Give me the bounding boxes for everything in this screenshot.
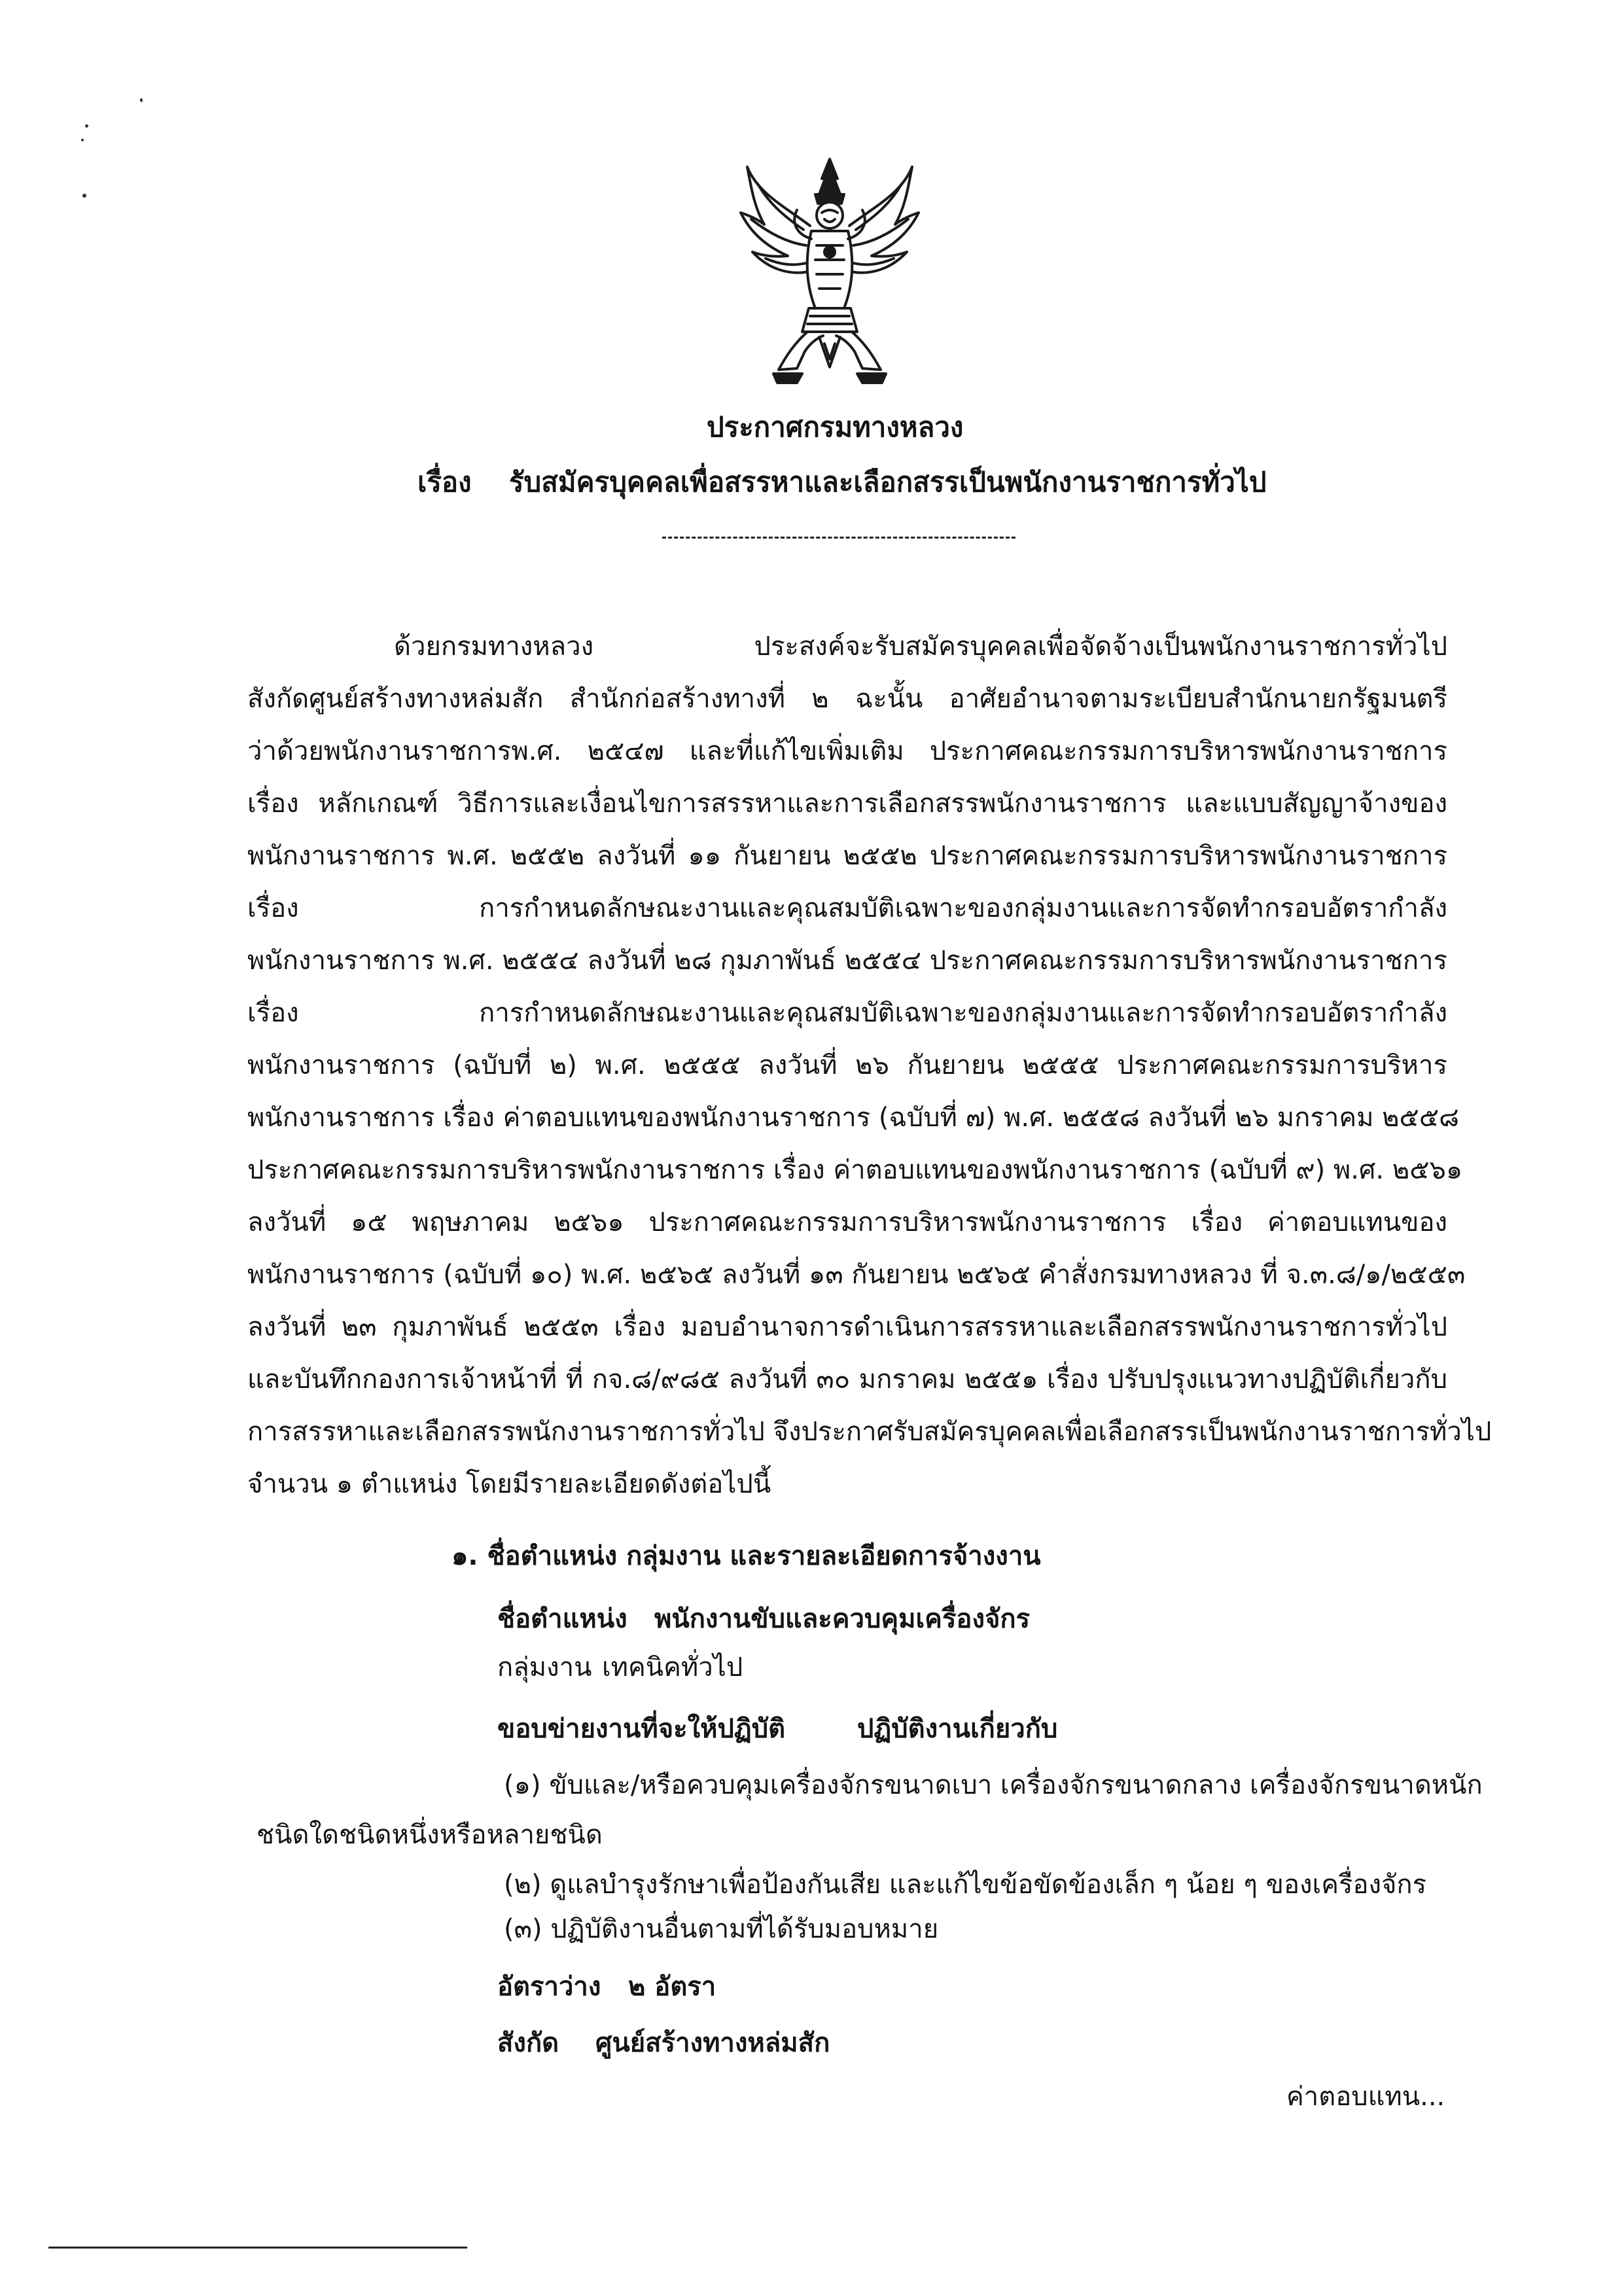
subject-label: เรื่อง — [417, 466, 472, 498]
scope-label: ขอบข่ายงานที่จะให้ปฏิบัติ — [497, 1714, 786, 1744]
body-line: พนักงานราชการ (ฉบับที่ ๑๐) พ.ศ. ๒๕๖๕ ลงวันที่ ๑๓ กันยายน ๒๕๖๕ คำสั่งกรมทางหลวง ที่ จ.๓.๘/๑/๒๕๕๓ — [247, 1260, 1466, 1290]
body-line: พนักงานราชการ พ.ศ. ๒๕๕๔ ลงวันที่ ๒๘ กุมภาพันธ์ ๒๕๕๔ ประกาศคณะกรรมการบริหารพนักงานราชการ — [247, 946, 1447, 976]
agency-heading: ประกาศกรมทางหลวง — [707, 411, 964, 443]
affiliation-value: ศูนย์สร้างทางหล่มสัก — [595, 2028, 830, 2058]
body-line: ลงวันที่ ๒๓ กุมภาพันธ์ ๒๕๕๓ เรื่อง มอบอำนาจการดำเนินการสรรหาและเลือกสรรพนักงานราชการทั่วไป — [247, 1312, 1447, 1342]
position-label: ชื่อตำแหน่ง — [497, 1604, 627, 1634]
heading-separator — [662, 537, 1015, 539]
vacancy-label: อัตราว่าง — [497, 1972, 601, 2002]
scope-text: ปฏิบัติงานเกี่ยวกับ — [857, 1714, 1058, 1744]
body-line: พนักงานราชการ พ.ศ. ๒๕๕๒ ลงวันที่ ๑๑ กันยายน ๒๕๕๒ ประกาศคณะกรรมการบริหารพนักงานราชการ — [247, 841, 1447, 871]
body-line: ว่าด้วยพนักงานราชการพ.ศ. ๒๕๔๗ และที่แก้ไขเพิ่มเติม ประกาศคณะกรรมการบริหารพนักงานราชการ — [247, 736, 1447, 766]
vacancy-value: ๒ อัตรา — [628, 1972, 716, 2002]
subject-text: รับสมัครบุคคลเพื่อสรรหาและเลือกสรรเป็นพนักงานราชการทั่วไป — [509, 466, 1267, 498]
body-line: สังกัดศูนย์สร้างทางหล่มสัก สำนักก่อสร้างทางที่ ๒ ฉะนั้น อาศัยอำนาจตามระเบียบสำนักนายกรัฐมนตรี — [247, 684, 1447, 714]
body-line: ลงวันที่ ๑๕ พฤษภาคม ๒๕๖๑ ประกาศคณะกรรมการบริหารพนักงานราชการ เรื่อง ค่าตอบแทนของ — [247, 1207, 1447, 1237]
scan-speck — [85, 124, 88, 128]
body-line: การสรรหาและเลือกสรรพนักงานราชการทั่วไป จึงประกาศรับสมัครบุคคลเพื่อเลือกสรรเป็นพนักงานราชการทั่วไป — [247, 1417, 1492, 1447]
body-line: ประกาศคณะกรรมการบริหารพนักงานราชการ เรื่อง ค่าตอบแทนของพนักงานราชการ (ฉบับที่ ๙) พ.ศ. ๒๕๖๑ — [247, 1155, 1463, 1185]
group-label: กลุ่มงาน — [497, 1652, 592, 1682]
body-line: ด้วยกรมทางหลวง ประสงค์จะรับสมัครบุคคลเพื่อจัดจ้างเป็นพนักงานราชการทั่วไป — [394, 632, 1447, 662]
body-line: และบันทึกกองการเจ้าหน้าที่ ที่ กจ.๘/๙๘๕ ลงวันที่ ๓๐ มกราคม ๒๕๕๑ เรื่อง ปรับปรุงแนวทางปฏิบัติเกี่ยวกับ — [247, 1364, 1447, 1395]
body-line: พนักงานราชการ (ฉบับที่ ๒) พ.ศ. ๒๕๕๕ ลงวันที่ ๒๖ กันยายน ๒๕๕๕ ประกาศคณะกรรมการบริหาร — [247, 1050, 1447, 1080]
duty-item: (๑) ขับและ/หรือควบคุมเครื่องจักรขนาดเบา เครื่องจักรขนาดกลาง เครื่องจักรขนาดหนัก — [504, 1770, 1483, 1800]
group-value: เทคนิคทั่วไป — [602, 1652, 743, 1682]
position-value: พนักงานขับและควบคุมเครื่องจักร — [654, 1604, 1031, 1634]
body-line: เรื่อง การกำหนดลักษณะงานและคุณสมบัติเฉพาะของกลุ่มงานและการจัดทำกรอบอัตรากำลัง — [247, 893, 1447, 923]
scan-speck — [140, 98, 143, 102]
section-heading: ๑. ชื่อตำแหน่ง กลุ่มงาน และรายละเอียดการจ้างงาน — [451, 1541, 1041, 1571]
duty-item: (๒) ดูแลบำรุงรักษาเพื่อป้องกันเสีย และแก้ไขข้อขัดข้องเล็ก ๆ น้อย ๆ ของเครื่องจักร — [504, 1870, 1427, 1900]
footer-rule — [48, 2247, 467, 2249]
continuation-marker: ค่าตอบแทน... — [1286, 2082, 1445, 2112]
duty-item-continuation: ชนิดใดชนิดหนึ่งหรือหลายชนิด — [256, 1820, 603, 1850]
body-line: เรื่อง การกำหนดลักษณะงานและคุณสมบัติเฉพาะของกลุ่มงานและการจัดทำกรอบอัตรากำลัง — [247, 998, 1447, 1028]
body-line: พนักงานราชการ เรื่อง ค่าตอบแทนของพนักงานราชการ (ฉบับที่ ๗) พ.ศ. ๒๕๕๘ ลงวันที่ ๒๖ มกราคม ๒๕๕๘ — [247, 1103, 1459, 1133]
garuda-emblem — [732, 147, 928, 396]
affiliation-label: สังกัด — [497, 2028, 559, 2058]
body-line: เรื่อง หลักเกณฑ์ วิธีการและเงื่อนไขการสรรหาและการเลือกสรรพนักงานราชการ และแบบสัญญาจ้างของ — [247, 789, 1447, 819]
scan-speck — [81, 139, 84, 141]
duty-item: (๓) ปฏิบัติงานอื่นตามที่ได้รับมอบหมาย — [504, 1914, 939, 1944]
body-line: จำนวน ๑ ตำแหน่ง โดยมีรายละเอียดดังต่อไปนี้ — [247, 1469, 771, 1499]
scan-speck — [82, 194, 86, 198]
